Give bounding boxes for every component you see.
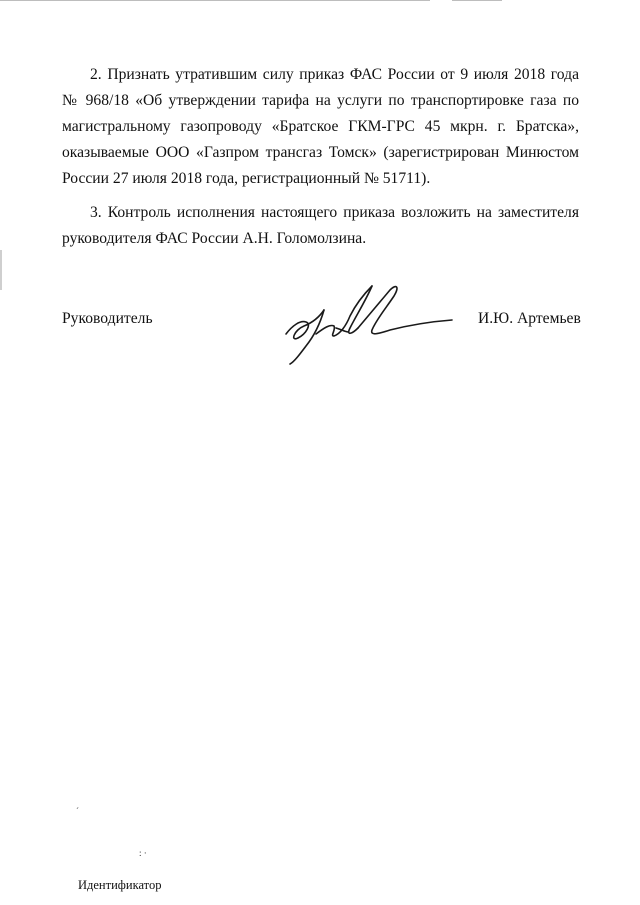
signatory-name: И.Ю. Артемьев (478, 310, 581, 327)
paragraph-2-line: России 27 июля 2018 года, регистрационный № 51711). (62, 170, 431, 187)
scan-top-edge (0, 0, 430, 1)
paragraph-3 (62, 200, 579, 252)
paragraph-3-line: руководителя ФАС России А.Н. Голомолзина. (62, 230, 367, 247)
scan-speck: : · (139, 848, 147, 858)
paragraph-2-line: 2. Признать утратившим силу приказ ФАС России от 9 июля 2018 года (90, 66, 579, 83)
paragraph-3-line: 3. Контроль исполнения настоящего приказа возложить на заместителя (90, 204, 579, 221)
scan-speck: ´ (76, 806, 79, 816)
scan-left-edge (0, 250, 2, 290)
handwritten-signature (276, 276, 456, 368)
document-identifier-label: Идентификатор (78, 878, 162, 892)
paragraph-2-line: № 968/18 «Об утверждении тарифа на услуги по транспортировке газа по (62, 92, 579, 109)
paragraph-2 (62, 62, 579, 192)
paragraph-2-line: магистральному газопроводу «Братское ГКМ-ГРС 45 мкрн. г. Братска», (62, 118, 579, 135)
scan-top-edge-right (452, 0, 502, 1)
signatory-title: Руководитель (62, 310, 153, 327)
paragraph-2-line: оказываемые ООО «Газпром трансгаз Томск» (зарегистрирован Минюстом (62, 144, 579, 161)
